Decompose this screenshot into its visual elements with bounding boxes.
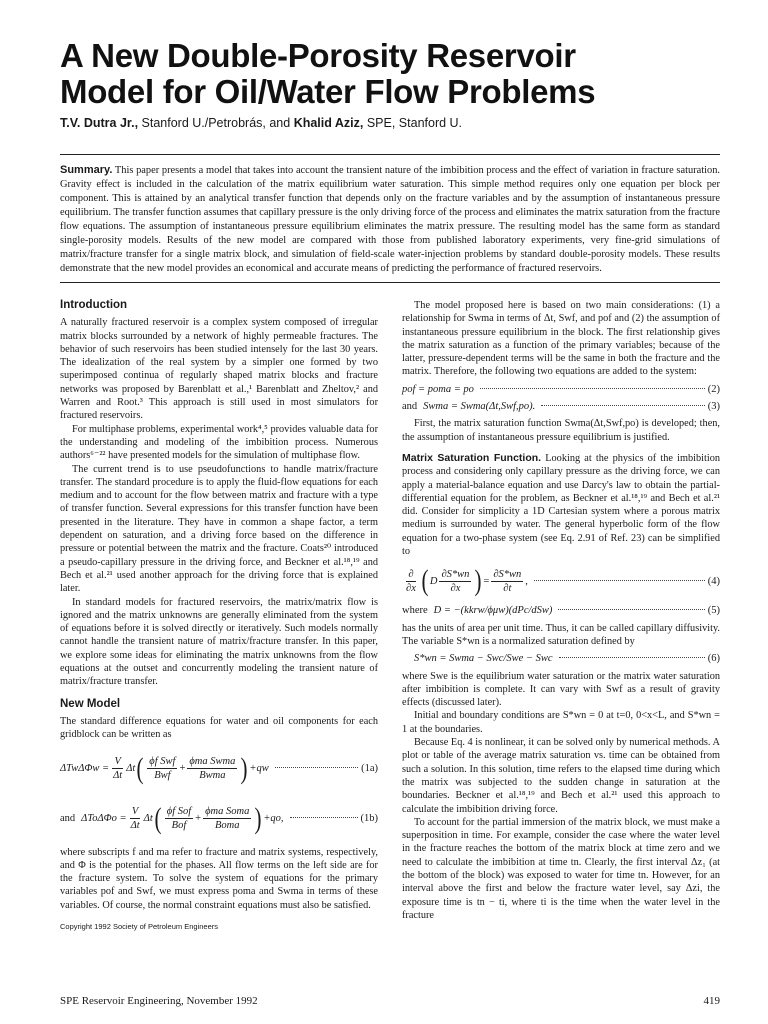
msf-text: Looking at the physics of the imbibition process and considering only capillary pressure as the driving force, we can apply a material-balance equation and use Darcy's law to obtain the partial-differential equation for the problem, as Beckner et al.¹⁸,¹⁹ and Bech et al.²¹ did. Consider for simplicity a 1D Cartesian system where a porous matrix medium is surrounded by water. The general hyperbolic form of the flow equation for a two-phase system (see Eq. 2.91 of Ref. 23) can be simplified to: [402, 452, 720, 558]
model-paragraph-1: The standard difference equations for water and oil components for each gridblock can be written as: [60, 715, 378, 741]
right-paragraph-5: where Swe is the equilibrium water saturation or the matrix water saturation after imbibition is complete. It can vary with Swf as a result of gravity effects (discussed later).: [402, 670, 720, 709]
intro-paragraph-2: For multiphase problems, experimental work⁴,⁵ provides valuable data for the understanding and modeling of the imbibition process. Numerous authors⁶⁻²² have presented models for the simulation of multiphase flow.: [60, 423, 378, 462]
eq1a-plus: +: [179, 762, 186, 774]
equation-4: [402, 562, 720, 600]
eq2-number: (2): [707, 383, 720, 395]
right-paragraph-4: has the units of area per unit time. Thus, it can be called capillary diffusivity. The variable S*wn is a normalized saturation defined by: [402, 622, 720, 647]
eq1a-lhs: ΔTwΔΦw =: [60, 762, 110, 774]
eq1b-leader-dots: [290, 816, 358, 818]
paper-title: [60, 38, 720, 110]
eq6-leader-dots: [559, 656, 705, 658]
copyright-notice: Copyright 1992 Society of Petroleum Engineers: [60, 921, 219, 931]
eq6-number: (6): [707, 653, 720, 665]
eq4-outer-derivative: $\frac{\partial}{\partial x}$: [406, 568, 416, 594]
right-paragraph-1: The model proposed here is based on two main considerations: (1) a relationship for Swma in terms of Δt, Swf, and pof and (2) the assumption of instantaneous pressure equilibrium in the block. The first relationship gives the matrix saturation as a function of the primary variables; because of the latter, pressure-dependent terms will be the same in both the fracture and the matrix. Therefore, the following two equations are added to the system:: [402, 300, 720, 378]
eq2-leader-dots: [480, 387, 705, 389]
equation-6: [402, 652, 720, 665]
eq1a-number: (1a): [361, 762, 378, 774]
equation-5: [402, 604, 720, 617]
eq4-leader-dots: [534, 579, 705, 581]
journal-citation: SPE Reservoir Engineering, November 1992: [60, 995, 258, 1007]
eq1b-term-1: $\frac{\text{ϕf Sof}}{\text{Bof}}$: [166, 805, 192, 831]
eq1b-and: and: [60, 812, 76, 824]
eq1b-lhs: ΔToΔΦo =: [81, 812, 127, 824]
eq1a-term-1: $\frac{\text{ϕf Swf}}{\text{Bwf}}$: [149, 755, 176, 781]
summary-abstract: [60, 163, 720, 276]
heading-matrix-saturation-function: Matrix Saturation Function.: [402, 451, 542, 464]
eq3-number: (3): [707, 401, 720, 413]
eq4-inner-derivative: $\frac{\partial S*wn}{\partial x}$: [441, 568, 470, 594]
eq1b-close-paren: ): [254, 801, 262, 835]
affiliation-1: Stanford U./Petrobrás, and: [138, 116, 294, 130]
msf-paragraph: [402, 452, 720, 558]
title-line-1: A New Double-Porosity Reservoir: [60, 37, 576, 74]
eq3-expression: Swma = Swma(Δt,Swf,po).: [423, 401, 536, 413]
equation-2: [402, 383, 720, 396]
eq1b-tail: +qo,: [263, 812, 284, 824]
equation-1a: [60, 746, 378, 792]
eq4-comma: ,: [525, 575, 528, 587]
summary-bottom-rule: [60, 282, 720, 283]
page-number: 419: [703, 995, 720, 1007]
model-paragraph-2: where subscripts f and ma refer to fracture and matrix systems, respectively, and Φ is the potential for the phases. All flow terms on the left side are for the fracture system. To solve the system of equations for the primary variables pof and Swf, we must express poma and Swma in terms of these variables. Of course, the normal constraint equations must also be satisfied.: [60, 846, 378, 911]
eq5-number: (5): [707, 605, 720, 617]
eq5-leader-dots: [558, 608, 704, 610]
eq1a-v-over-dt: $\frac{V}{\Delta t}$: [113, 755, 123, 781]
author-aziz: Khalid Aziz,: [293, 116, 364, 130]
eq1a-term-2: $\frac{\text{ϕma Swma}}{\text{Bwma}}$: [189, 755, 236, 781]
eq1a-open-paren: (: [136, 751, 144, 785]
equation-1b: [60, 796, 378, 842]
paper-page: [60, 38, 720, 933]
eq3-leader-dots: [541, 404, 704, 406]
eq1b-plus: +: [195, 812, 202, 824]
eq1b-open-paren: (: [154, 801, 162, 835]
eq1b-term-2: $\frac{\text{ϕma Soma}}{\text{Boma}}$: [205, 805, 250, 831]
title-line-2: Model for Oil/Water Flow Problems: [60, 73, 596, 110]
eq1b-number: (1b): [360, 812, 378, 824]
author-line: [60, 116, 720, 130]
eq1a-tail: +qw: [249, 762, 269, 774]
eq5-expression: D = −(kkrw/ϕμw)(dPc/dSw): [433, 605, 553, 617]
left-column: [60, 299, 378, 933]
affiliation-2: SPE, Stanford U.: [363, 116, 463, 130]
intro-paragraph-3: The current trend is to use pseudofunctions to handle matrix/fracture transfer. The standard procedure is to apply the fluid-flow equations for each medium and to account for the flow between matrix and fracture with a type of transfer function. Several expressions for this transfer function have been presented in the literature. They have in common a shape factor, a term dependent on saturation, and a driving force based on the difference in pressure or potential between the matrix and the fracture. Coats²⁰ introduced a pseudo-capillary pressure in the driving force, and Beckner et al.¹⁸,¹⁹ and Bech et al.²¹ used another approach for the driving force that is explained later.: [60, 463, 378, 595]
eq1b-v-over-dt: $\frac{V}{\Delta t}$: [130, 805, 140, 831]
eq1a-close-paren: ): [240, 751, 248, 785]
right-paragraph-8: To account for the partial immersion of the matrix block, we must make a superposition in time. For example, consider the case where the water level in the fracture reaches the bottom of the matrix block at time zero and we need to calculate the imbibition at time tn. Clearly, the first interval Δz₁ (at the bottom of the block) was exposed to water for time tn. However, for an interval above the first and below the fracture water level, say Δzi, the exposure time is tn − ti, where ti is the time when the water level in the fracture: [402, 816, 720, 921]
eq2-expression: pof = poma = po: [402, 383, 474, 395]
heading-introduction: Introduction: [60, 299, 128, 311]
author-dutra: T.V. Dutra Jr.,: [60, 116, 139, 130]
eq4-time-derivative: $\frac{\partial S*wn}{\partial t}$: [493, 568, 522, 594]
equation-3: [402, 400, 720, 413]
eq1a-leader-dots: [275, 766, 358, 768]
right-paragraph-2: First, the matrix saturation function Swma(Δt,Swf,po) is developed; then, the assumption of instantaneous pressure equilibrium is justified.: [402, 418, 720, 443]
eq4-number: (4): [707, 575, 720, 587]
intro-paragraph-4: In standard models for fractured reservoirs, the matrix/matrix flow is ignored and the matrix unknowns are generally eliminated from the system of equations before it is solved directly or iteratively. Such models normally cannot handle the transient nature of matrix/fracture transfer. In this paper, we explore some ideas for eliminating the matrix unknowns from the flow equations at the outset and concurrently modeling the transient nature of matrix/fracture transfer.: [60, 596, 378, 688]
summary-top-rule: [60, 154, 720, 155]
body-columns: [60, 299, 720, 933]
intro-paragraph-1: A naturally fractured reservoir is a complex system composed of irregular matrix blocks surrounded by a network of highly permeable fractures. The behavior of such reservoirs has been studied intensely for the last 30 years. The idealization of the real system by a simpler one formed by two superimposed continua of regularly shaped matrix blocks and fracture networks was proposed by Barenblatt et al.,¹ Barenblatt and Zheltov,² and Warren and Root.³ This approach is still used in most simulators for fractured reservoirs.: [60, 317, 378, 422]
page-footer: [60, 995, 720, 1007]
right-paragraph-7: Because Eq. 4 is nonlinear, it can be solved only by numerical methods. A plot or table of the average matrix saturation vs. time can be obtained from such a solution. In this solution, time refers to the elapsed time during which the matrix was subjected to the sudden change in saturation at the boundaries. Beckner et al.¹⁸,¹⁹ and Bech et al.²¹ used this approach to calculate the imbibition driving force.: [402, 737, 720, 815]
summary-text: This paper presents a model that takes into account the transient nature of the imbibition process and the effect of variation in fracture saturation. Gravity effect is included in the calculation of the matrix equilibrium water saturation. This simple method requires only one equation per block per component. This is attained by an analytical transfer function that depends only on the fracture variables and by the assumption of instantaneous pressure equilibrium. The transfer function assumes that capillary pressure is the only driving force of the process and eliminates the matrix saturation from the fracture flow equations. The assumption of instantaneous pressure equilibrium eliminates the matrix pressure. The resulting model has the same form as standard single-porosity models. Results of the new model are compared with those from published laboratory experiments, very fine-grid simulations of matrix/fracture transfer for a single matrix block, and simulation of field-scale water-injection problems by standard double-porosity models. These results demonstrate that the new model provides an economical and accurate means of predicting the performance of fractured reservoirs.: [60, 165, 720, 274]
eq4-open-paren: (: [421, 564, 429, 598]
eq6-expression: S*wn = Swma − Swc/Swe − Swc: [414, 653, 553, 665]
summary-label: Summary.: [60, 164, 113, 176]
right-paragraph-6: Initial and boundary conditions are S*wn = 0 at t=0, 0<x<L, and S*wn = 1 at the boundaries.: [402, 710, 720, 735]
eq5-where: where: [402, 605, 428, 617]
eq3-and: and: [402, 401, 418, 413]
eq4-close-paren: ): [474, 564, 482, 598]
eq1a-delta: Δt: [126, 762, 136, 774]
right-column: [402, 299, 720, 933]
eq4-diffusivity: D: [429, 575, 438, 587]
eq4-equals: =: [483, 575, 490, 587]
eq1b-delta: Δt: [143, 812, 153, 824]
heading-new-model: New Model: [60, 697, 121, 710]
